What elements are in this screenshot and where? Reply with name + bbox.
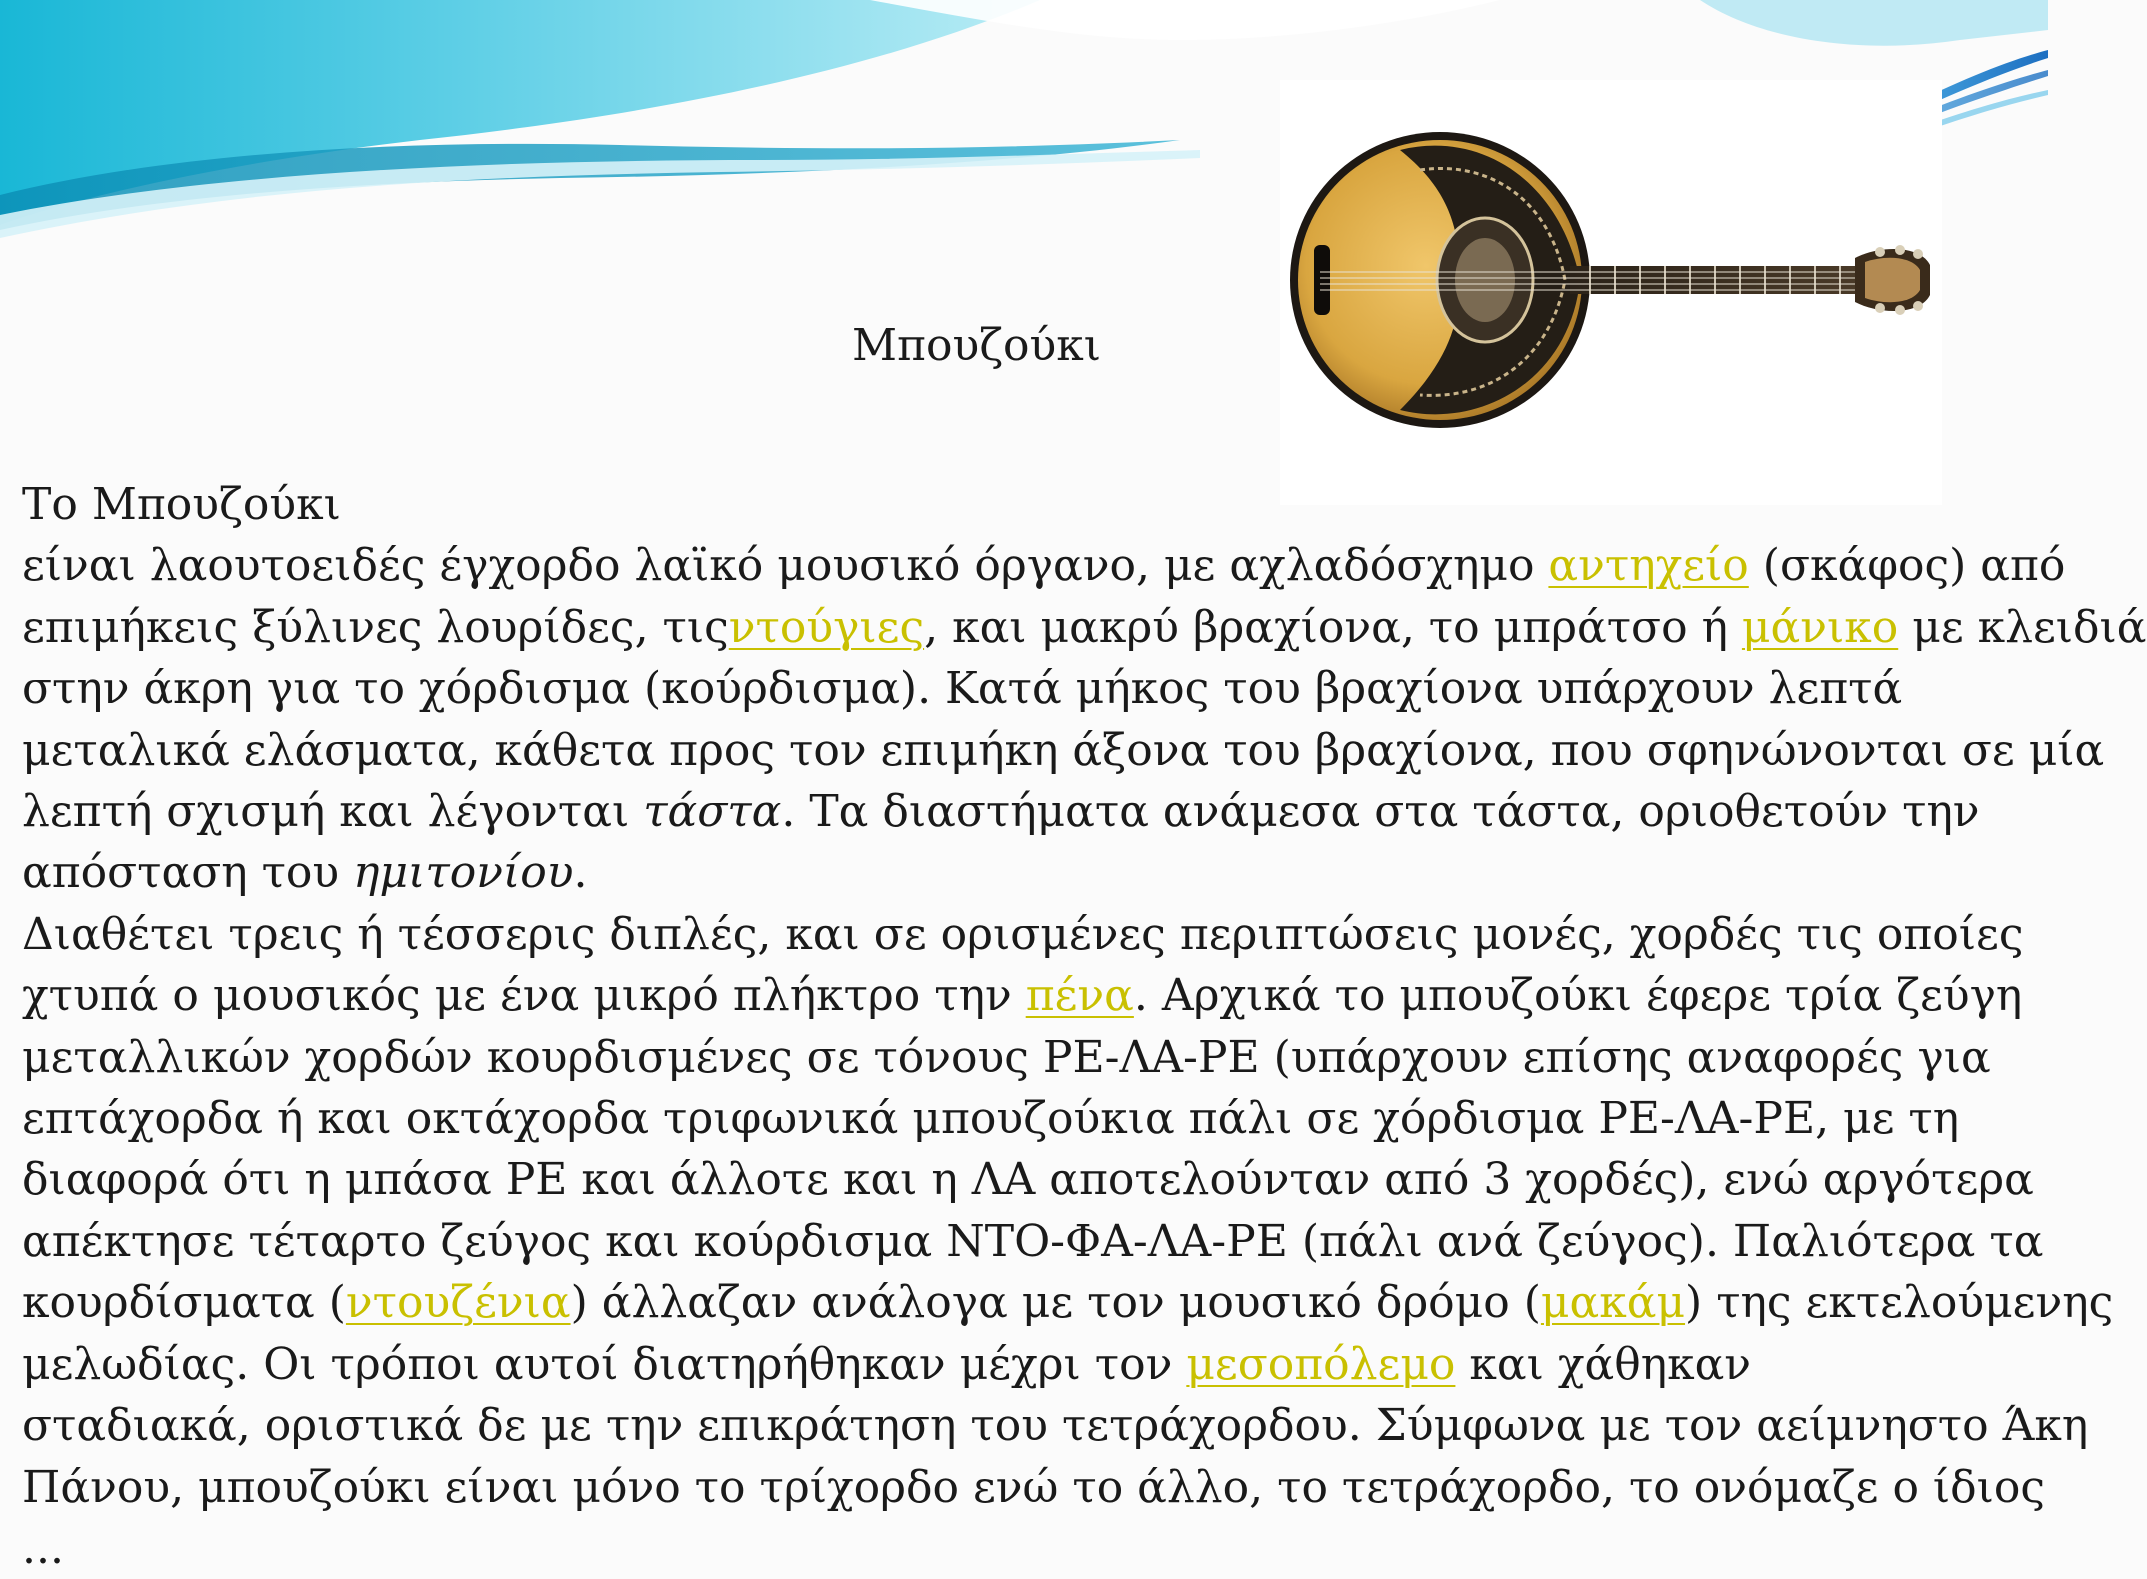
wiki-link[interactable]: ντουζένια (345, 1277, 571, 1329)
bouzouki-image (1280, 80, 1942, 505)
text-segment: διαφορά ότι η μπάσα ΡΕ και άλλοτε και η ΛΑ αποτελούνταν από 3 χορδές), ενώ αργότερα (22, 1154, 2034, 1206)
italic-term: ημιτονίου (353, 847, 574, 899)
text-segment: χτυπά ο μουσικός με ένα μικρό πλήκτρο την (22, 970, 1026, 1022)
text-segment: μελωδίας. Οι τρόποι αυτοί διατηρήθηκαν μέχρι τον (22, 1338, 1187, 1390)
text-line (22, 842, 2032, 903)
text-segment: . (573, 847, 588, 899)
article-paragraph (22, 535, 2147, 1579)
wiki-link[interactable]: αντηχείο (1548, 540, 1749, 592)
text-line (22, 1272, 2114, 1333)
text-segment: μεταλλικών χορδών κουρδισμένες σε τόνους ΡΕ-ΛΑ-ΡΕ (υπάρχουν επίσης αναφορές για (22, 1031, 1991, 1083)
text-line (22, 597, 2147, 658)
wiki-link[interactable]: ντούγιες (728, 601, 925, 653)
wiki-link[interactable]: μακάμ (1540, 1277, 1686, 1329)
text-line (22, 904, 2032, 965)
text-line (22, 1334, 2032, 1395)
text-segment: απέκτησε τέταρτο ζεύγος και κούρδισμα ΝΤΟ-ΦΑ-ΛΑ-ΡΕ (πάλι ανά ζεύγος). Παλιότερα τα (22, 1215, 2044, 1267)
bouzouki-icon (1280, 80, 1942, 505)
text-line (22, 1457, 2046, 1518)
italic-term: τάστα (643, 786, 782, 838)
text-segment: , και μακρύ βραχίονα, το μπράτσο ή (924, 601, 1742, 653)
image-caption: Μπουζούκι (852, 320, 1102, 371)
text-line (22, 1518, 2032, 1579)
wiki-link[interactable]: μεσοπόλεμο (1186, 1338, 1456, 1390)
text-line (22, 1088, 2032, 1149)
text-line (22, 1027, 2032, 1088)
text-segment: επιμήκεις ξύλινες λουρίδες, τις (22, 601, 729, 653)
text-segment: Πάνου, μπουζούκι είναι μόνο το τρίχορδο ενώ το άλλο, το τετράχορδο, το ονόμαζε ο ίδιος (22, 1461, 2046, 1513)
text-line (22, 781, 2032, 842)
text-line (22, 1149, 2032, 1210)
text-segment: σταδιακά, οριστικά δε με την επικράτηση του τετράχορδου. Σύμφωνα με τον αείμνηστο Άκη (22, 1400, 2089, 1452)
text-line (22, 535, 2066, 596)
text-line (22, 1211, 2044, 1272)
text-segment: ... (22, 1522, 64, 1574)
text-line (22, 965, 2032, 1026)
text-segment: ) άλλαζαν ανάλογα με τον μουσικό δρόμο ( (570, 1277, 1541, 1329)
article-body (22, 474, 2147, 1579)
text-segment: (σκάφος) από (1748, 540, 2066, 592)
text-segment: . Αρχικά το μπουζούκι έφερε τρία ζεύγη (1133, 970, 2023, 1022)
text-segment: Διαθέτει τρεις ή τέσσερις διπλές, και σε ορισμένες περιπτώσεις μονές, χορδές τις οποίες (22, 908, 2024, 960)
text-segment: επτάχορδα ή και οκτάχορδα τριφωνικά μπουζούκια πάλι σε χόρδισμα ΡΕ-ΛΑ-ΡΕ, με τη (22, 1093, 1960, 1145)
text-segment: . Τα διαστήματα ανάμεσα στα τάστα, οριοθετούν την (781, 786, 1980, 838)
text-segment: ) της εκτελούμενης (1685, 1277, 2114, 1329)
text-segment: κουρδίσματα ( (22, 1277, 346, 1329)
text-segment: στην άκρη για το χόρδισμα (κούρδισμα). Κατά μήκος του βραχίονα υπάρχουν λεπτά (22, 663, 1903, 715)
wiki-link[interactable]: πένα (1025, 970, 1134, 1022)
text-segment: λεπτή σχισμή και λέγονται (22, 786, 644, 838)
article-heading: Το Μπουζούκι (22, 479, 341, 530)
text-line (22, 658, 2032, 719)
text-line (22, 1395, 2089, 1456)
text-segment: μεταλικά ελάσματα, κάθετα προς τον επιμήκη άξονα του βραχίονα, που σφηνώνονται σε μία (22, 724, 2105, 776)
text-segment: απόσταση του (22, 847, 354, 899)
text-segment: είναι λαουτοειδές έγχορδο λαϊκό μουσικό όργανο, με αχλαδόσχημο (22, 540, 1549, 592)
text-line (22, 720, 2105, 781)
text-segment: με κλειδιά (1898, 601, 2147, 653)
wiki-link[interactable]: μάνικο (1741, 601, 1899, 653)
text-segment: και χάθηκαν (1455, 1338, 1752, 1390)
